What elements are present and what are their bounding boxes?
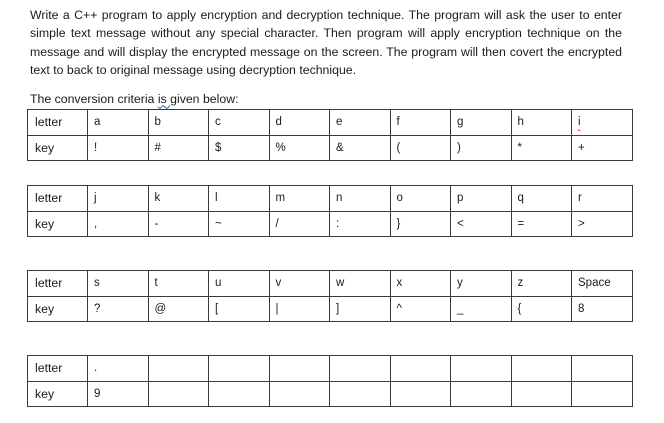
- letter-cell: o: [390, 185, 451, 211]
- letter-cell: t: [148, 270, 209, 296]
- key-cell: ]: [330, 296, 391, 321]
- letter-cell: n: [330, 185, 391, 211]
- key-row: [28, 135, 633, 160]
- key-row: [28, 381, 633, 406]
- letter-cell: h: [511, 109, 572, 135]
- key-cell: ,: [88, 211, 149, 236]
- letter-cell: r: [572, 185, 633, 211]
- key-cell: ): [451, 135, 512, 160]
- letter-cell: c: [209, 109, 270, 135]
- letter-cell: y: [451, 270, 512, 296]
- letter-cell: [330, 355, 391, 381]
- intro-text-marked: is: [157, 91, 171, 106]
- letter-row: [28, 185, 633, 211]
- letter-cell: [451, 355, 512, 381]
- key-cell: 8: [572, 296, 633, 321]
- key-cell: [390, 381, 451, 406]
- letter-header: letter: [28, 109, 88, 135]
- key-row: [28, 296, 633, 321]
- letter-row: [28, 109, 633, 135]
- letter-cell: a: [88, 109, 149, 135]
- letter-cell: [572, 355, 633, 381]
- key-cell: [269, 381, 330, 406]
- letter-cell: w: [330, 270, 391, 296]
- letter-cell: j: [88, 185, 149, 211]
- key-cell: /: [269, 211, 330, 236]
- letter-cell: [572, 109, 633, 135]
- key-header: key: [28, 211, 88, 236]
- letter-header: letter: [28, 185, 88, 211]
- key-cell: [511, 381, 572, 406]
- letter-cell: [269, 355, 330, 381]
- key-cell: [148, 381, 209, 406]
- letter-cell: q: [511, 185, 572, 211]
- key-cell: _: [451, 296, 512, 321]
- letter-cell: [390, 355, 451, 381]
- key-header: key: [28, 135, 88, 160]
- letter-cell: z: [511, 270, 572, 296]
- key-cell: >: [572, 211, 633, 236]
- cipher-table-1: [27, 109, 633, 161]
- letter-cell: u: [209, 270, 270, 296]
- key-cell: +: [572, 135, 633, 160]
- letter-cell: x: [390, 270, 451, 296]
- key-cell: -: [148, 211, 209, 236]
- key-cell: =: [511, 211, 572, 236]
- intro-text-start: The conversion criteria: [30, 91, 158, 106]
- letter-cell: k: [148, 185, 209, 211]
- key-cell: [451, 381, 512, 406]
- letter-cell: d: [269, 109, 330, 135]
- letter-cell: l: [209, 185, 270, 211]
- cipher-table-3: [27, 270, 633, 322]
- letter-cell: [209, 355, 270, 381]
- key-cell: {: [511, 296, 572, 321]
- letter-cell: p: [451, 185, 512, 211]
- key-cell: [: [209, 296, 270, 321]
- letter-row: [28, 270, 633, 296]
- key-row: [28, 211, 633, 236]
- criteria-intro: [30, 91, 622, 107]
- key-cell: %: [269, 135, 330, 160]
- key-cell: #: [148, 135, 209, 160]
- cipher-table-4: [27, 355, 633, 407]
- key-header: key: [28, 296, 88, 321]
- key-cell: ^: [390, 296, 451, 321]
- letter-cell: e: [330, 109, 391, 135]
- letter-cell: s: [88, 270, 149, 296]
- key-cell: *: [511, 135, 572, 160]
- letter-header: letter: [28, 355, 88, 381]
- key-cell: [330, 381, 391, 406]
- key-cell: :: [330, 211, 391, 236]
- letter-cell: Space: [572, 270, 633, 296]
- assignment-paragraph: Write a C++ program to apply encryption and decryption technique. The program will ask the user to enter simple text message without any special character. Then program will apply encryption technique on the message and will display the encrypted message on the screen. The program will then covert the encrypted text to back to original message using decryption technique.: [30, 8, 622, 78]
- key-cell: @: [148, 296, 209, 321]
- key-cell: ~: [209, 211, 270, 236]
- letter-cell: v: [269, 270, 330, 296]
- key-cell: [572, 381, 633, 406]
- letter-cell: [148, 355, 209, 381]
- key-cell: [209, 381, 270, 406]
- key-header: key: [28, 381, 88, 406]
- letter-cell: .: [88, 355, 149, 381]
- letter-cell: g: [451, 109, 512, 135]
- letter-cell: b: [148, 109, 209, 135]
- key-cell: ?: [88, 296, 149, 321]
- letter-row: [28, 355, 633, 381]
- cipher-table-2: [27, 185, 633, 237]
- letter-i-text: i: [578, 116, 581, 129]
- letter-header: letter: [28, 270, 88, 296]
- key-cell: <: [451, 211, 512, 236]
- letter-cell: f: [390, 109, 451, 135]
- key-cell: }: [390, 211, 451, 236]
- key-cell: (: [390, 135, 451, 160]
- letter-cell: m: [269, 185, 330, 211]
- key-cell: &: [330, 135, 391, 160]
- key-cell: |: [269, 296, 330, 321]
- document-body: [30, 6, 622, 407]
- key-cell: !: [88, 135, 149, 160]
- key-cell: $: [209, 135, 270, 160]
- key-cell: 9: [88, 381, 149, 406]
- intro-text-end: given below:: [170, 91, 239, 106]
- letter-cell: [511, 355, 572, 381]
